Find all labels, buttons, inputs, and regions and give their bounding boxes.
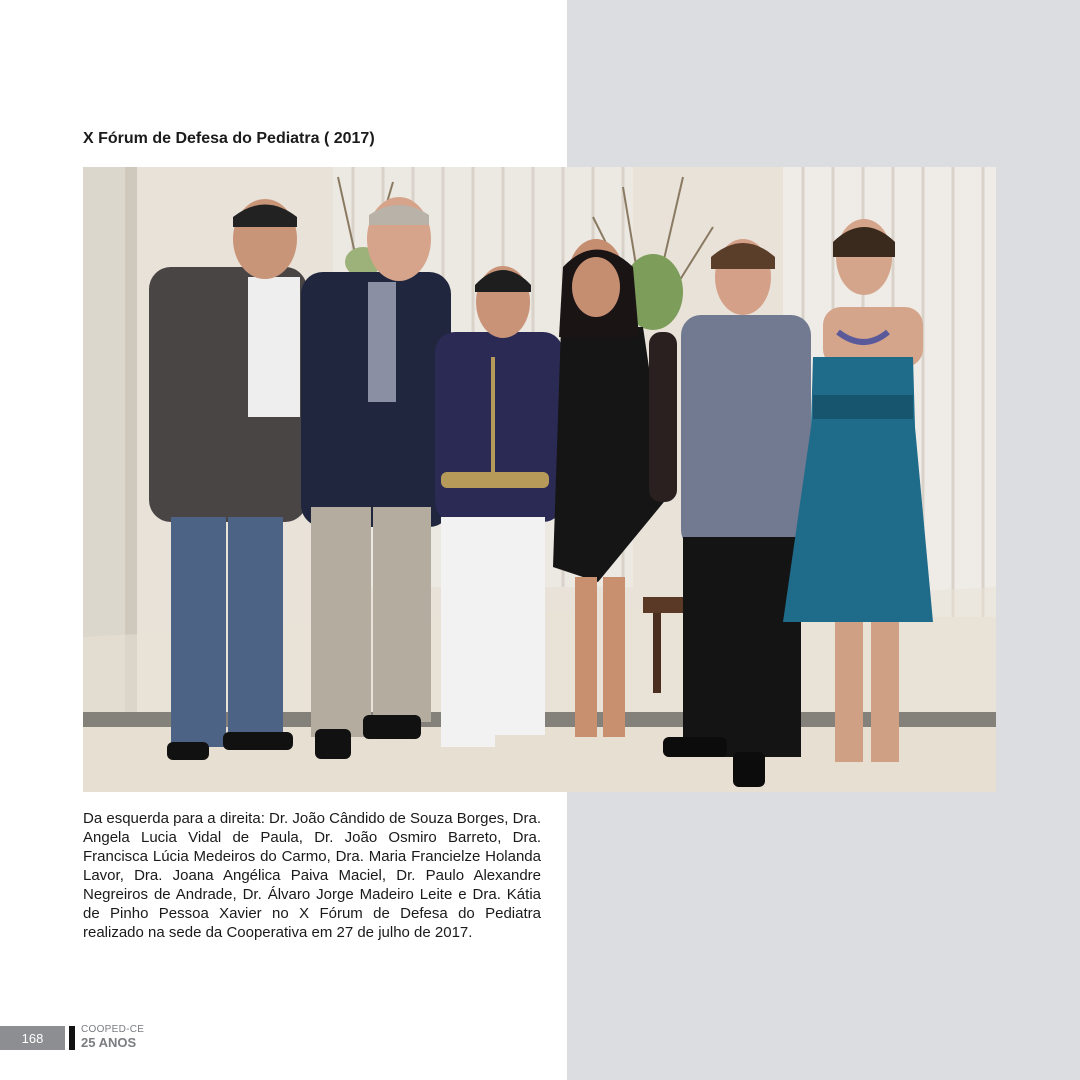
page-number: 168 [0, 1026, 65, 1050]
footer-divider-bar [69, 1026, 75, 1050]
group-photo [83, 167, 996, 792]
page-title: X Fórum de Defesa do Pediatra ( 2017) [83, 130, 375, 147]
footer-brand [81, 1024, 144, 1050]
footer-anniversary: 25 ANOS [81, 1035, 137, 1050]
footer-org-name: COOPED-CE [81, 1024, 145, 1035]
photo-caption: Da esquerda para a direita: Dr. João Cândido de Souza Borges, Dra. Angela Lucia Vidal de Paula, Dr. João Osmiro Barreto, Dra. Francisca Lúcia Medeiros do Carmo, Dra. Maria Francielze Holanda Lavor, Dra. Joana Angélica Paiva Maciel, Dr. Paulo Alexandre Negreiros de Andrade, Dr. Álvaro Jorge Madeiro Leite e Dra. Kátia de Pinho Pessoa Xavier no X Fórum de Defesa do Pediatra realizado na sede da Cooperativa em 27 de julho de 2017. [83, 810, 541, 941]
